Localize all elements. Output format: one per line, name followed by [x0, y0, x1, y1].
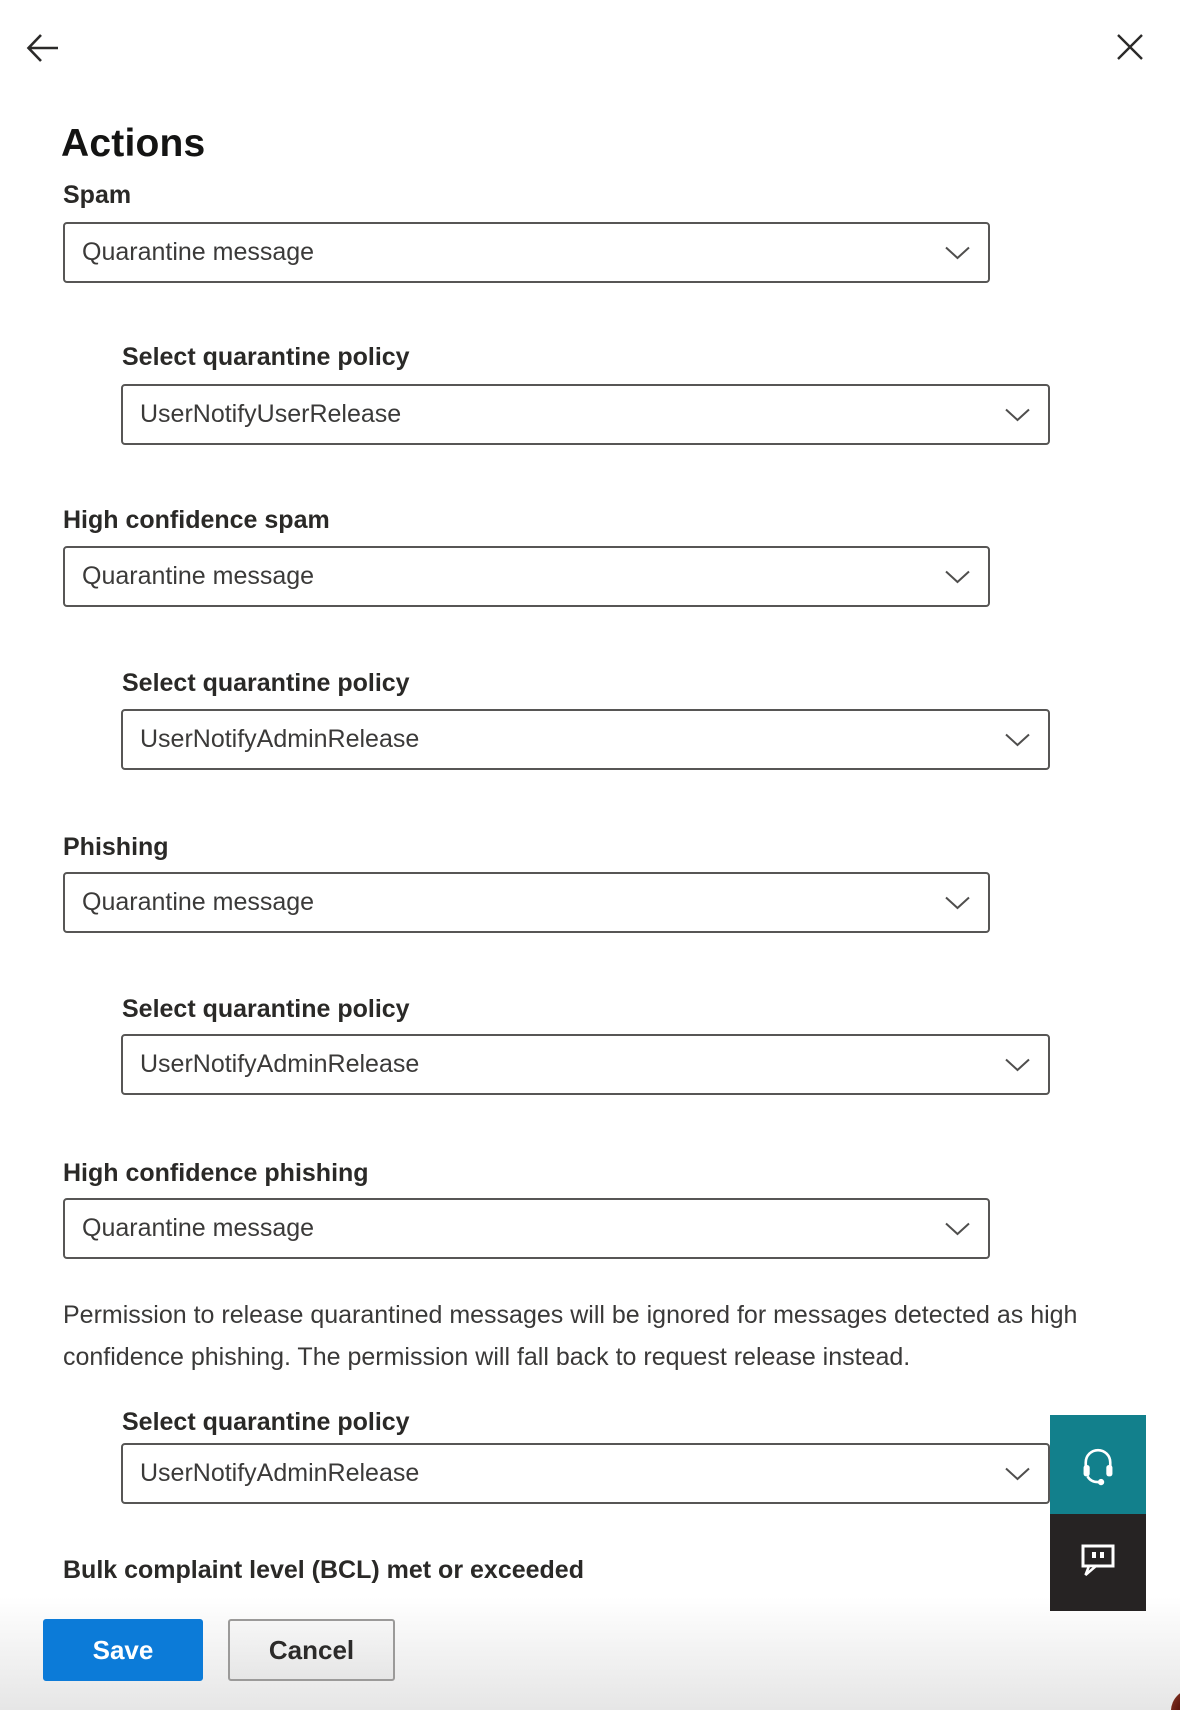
spam-policy-label: Select quarantine policy [122, 343, 410, 371]
bulk-complaint-level-label: Bulk complaint level (BCL) met or exceeded [63, 1556, 584, 1584]
headset-icon [1077, 1442, 1119, 1488]
phishing-label: Phishing [63, 833, 169, 861]
high-confidence-phishing-policy-dropdown[interactable] [121, 1443, 1050, 1504]
chevron-down-icon [944, 1221, 971, 1236]
high-confidence-spam-policy-label: Select quarantine policy [122, 669, 410, 697]
chevron-down-icon [944, 895, 971, 910]
high-confidence-spam-policy-value: UserNotifyAdminRelease [140, 725, 420, 753]
phishing-action-value: Quarantine message [82, 888, 315, 916]
help-widget [1050, 1415, 1146, 1611]
phishing-action-dropdown[interactable] [63, 872, 990, 933]
high-confidence-spam-action-value: Quarantine message [82, 562, 315, 590]
back-button[interactable] [25, 31, 61, 65]
spam-label: Spam [63, 181, 132, 209]
save-button[interactable]: Save [43, 1619, 203, 1681]
chevron-down-icon [1004, 407, 1031, 422]
chevron-down-icon [944, 245, 971, 260]
high-confidence-spam-action-dropdown[interactable] [63, 546, 990, 607]
spam-action-value: Quarantine message [82, 238, 315, 266]
phishing-policy-dropdown[interactable] [121, 1034, 1050, 1095]
high-confidence-phishing-action-value: Quarantine message [82, 1214, 315, 1242]
high-confidence-spam-label: High confidence spam [63, 506, 330, 534]
chevron-down-icon [1004, 732, 1031, 747]
chevron-down-icon [1004, 1057, 1031, 1072]
high-confidence-phishing-note: Permission to release quarantined messages will be ignored for messages detected as high confidence phishing. The permission will fall back to request release instead. [63, 1301, 1078, 1371]
high-confidence-phishing-label: High confidence phishing [63, 1159, 369, 1187]
spam-policy-value: UserNotifyUserRelease [140, 400, 402, 428]
chat-feedback-icon [1075, 1542, 1121, 1584]
high-confidence-spam-policy-dropdown[interactable] [121, 709, 1050, 770]
close-button[interactable] [1115, 32, 1145, 62]
close-icon [1115, 32, 1145, 62]
spam-policy-dropdown[interactable] [121, 384, 1050, 445]
cancel-button[interactable]: Cancel [228, 1619, 395, 1681]
support-button[interactable] [1050, 1415, 1146, 1514]
back-arrow-icon [25, 31, 61, 65]
chevron-down-icon [944, 569, 971, 584]
feedback-button[interactable] [1050, 1514, 1146, 1611]
chevron-down-icon [1004, 1466, 1031, 1481]
phishing-policy-value: UserNotifyAdminRelease [140, 1050, 420, 1078]
spam-action-dropdown[interactable] [63, 222, 990, 283]
high-confidence-phishing-policy-label: Select quarantine policy [122, 1408, 410, 1436]
high-confidence-phishing-action-dropdown[interactable] [63, 1198, 990, 1259]
phishing-policy-label: Select quarantine policy [122, 995, 410, 1023]
page-title: Actions [61, 122, 206, 166]
high-confidence-phishing-policy-value: UserNotifyAdminRelease [140, 1459, 420, 1487]
